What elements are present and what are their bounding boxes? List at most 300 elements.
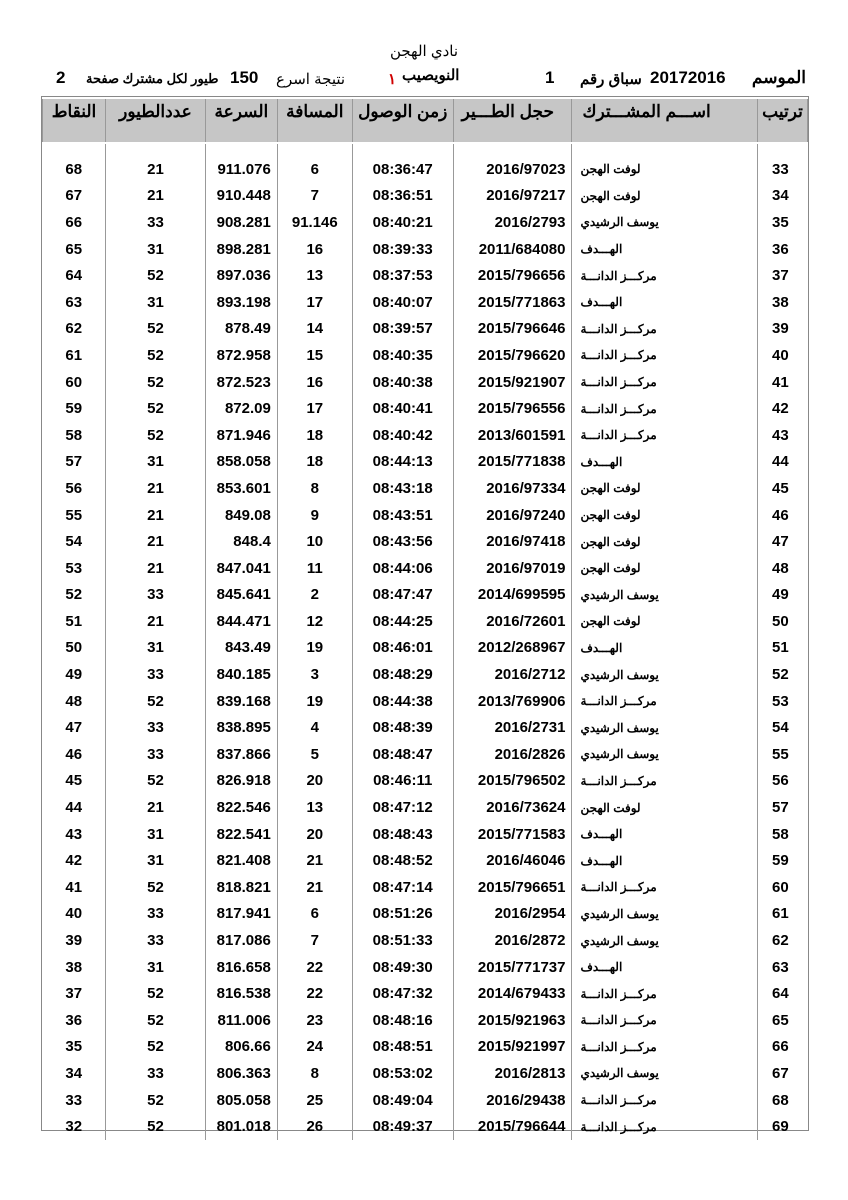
cell-speed: 848.4 [205,528,277,555]
cell-arrival-time: 08:43:56 [352,528,453,555]
location: النويصيب [402,67,460,84]
cell-points: 46 [65,745,83,763]
cell-bird-count: 52 [106,262,206,289]
cell-speed: 817.086 [205,927,277,954]
cell-rank: 33 [758,156,808,183]
cell-member-name: مركـــز الدانـــة [572,395,758,422]
cell-speed: 837.866 [205,741,277,768]
cell-arrival-time: 08:44:13 [352,449,453,476]
cell-arrival-time: 08:49:30 [352,954,453,981]
cell-bird-count: 52 [106,342,206,369]
cell-member-name: يوسف الرشيدي [572,714,758,741]
cell-distance: 19 [277,635,352,662]
cell-points: 47 [65,719,83,737]
cell-bird-count: 21 [106,156,206,183]
cell-member-name: الهـــدف [572,236,758,263]
cell-rank: 36 [758,236,808,263]
cell-points: 45 [65,772,83,790]
cell-speed: 893.198 [205,289,277,316]
cell-ring-number: 2014/699595 [453,582,572,609]
cell-ring-number: 2015/796656 [453,262,572,289]
cell-speed: 845.641 [205,582,277,609]
cell-speed: 911.076 [205,156,277,183]
cell-points: 68 [65,160,83,178]
cell-points: 60 [65,373,83,391]
cell-arrival-time: 08:48:47 [352,741,453,768]
table-row [43,1060,808,1087]
cell-arrival-time: 08:49:37 [352,1113,453,1140]
cell-distance: 21 [277,874,352,901]
cell-member-name: مركـــز الدانـــة [572,369,758,396]
table-row [43,369,808,396]
cell-speed: 801.018 [205,1113,277,1140]
cell-distance: 18 [277,422,352,449]
cell-arrival-time: 08:37:53 [352,262,453,289]
season-label: الموسم [751,68,806,87]
cell-rank: 65 [758,1007,808,1034]
cell-arrival-time: 08:47:12 [352,794,453,821]
cell-points: 56 [65,479,83,497]
cell-rank: 54 [758,714,808,741]
race-label: سباق رقم [580,71,642,88]
cell-member-name: يوسف الرشيدي [572,582,758,609]
cell-arrival-time: 08:44:38 [352,688,453,715]
column-header-ring-number: حجل الطـــير [453,98,572,143]
cell-distance: 24 [277,1034,352,1061]
results-table [41,96,809,1136]
cell-speed: 872.09 [205,395,277,422]
cell-distance: 6 [277,901,352,928]
cell-points: 41 [65,878,83,896]
cell-arrival-time: 08:40:38 [352,369,453,396]
cell-points: 37 [65,985,83,1003]
cell-arrival-time: 08:48:52 [352,847,453,874]
cell-points: 39 [65,932,83,950]
cell-ring-number: 2015/796502 [453,768,572,795]
cell-ring-number: 2015/796651 [453,874,572,901]
table-row [43,901,808,928]
cell-speed: 806.66 [205,1034,277,1061]
cell-bird-count: 52 [106,1007,206,1034]
cell-ring-number: 2015/771863 [453,289,572,316]
cell-speed: 822.546 [205,794,277,821]
cell-speed: 821.408 [205,847,277,874]
cell-ring-number: 2015/921907 [453,369,572,396]
cell-speed: 897.036 [205,262,277,289]
table-row [43,555,808,582]
cell-rank: 35 [758,209,808,236]
cell-ring-number: 2016/2826 [453,741,572,768]
cell-rank: 34 [758,183,808,210]
cell-speed: 817.941 [205,901,277,928]
cell-rank: 44 [758,449,808,476]
cell-rank: 63 [758,954,808,981]
cell-member-name: الهـــدف [572,449,758,476]
cell-member-name: مركـــز الدانـــة [572,688,758,715]
table-row [43,1087,808,1114]
cell-bird-count: 31 [106,954,206,981]
table-row [43,980,808,1007]
cell-bird-count: 31 [106,236,206,263]
cell-ring-number: 2015/796556 [453,395,572,422]
cell-bird-count: 52 [106,316,206,343]
cell-points: 49 [65,666,83,684]
cell-rank: 60 [758,874,808,901]
cell-arrival-time: 08:36:47 [352,156,453,183]
cell-speed: 840.185 [205,661,277,688]
table-row [43,954,808,981]
cell-ring-number: 2016/97019 [453,555,572,582]
column-header-arrival-time: زمن الوصول [352,98,453,143]
cell-speed: 872.523 [205,369,277,396]
fastest-count: 150 [230,68,259,87]
cell-points: 53 [65,559,83,577]
cell-distance: 8 [277,1060,352,1087]
cell-member-name: الهـــدف [572,635,758,662]
cell-member-name: يوسف الرشيدي [572,209,758,236]
cell-speed: 910.448 [205,183,277,210]
cell-distance: 7 [277,183,352,210]
cell-speed: 818.821 [205,874,277,901]
cell-speed: 826.918 [205,768,277,795]
cell-speed: 816.538 [205,980,277,1007]
cell-member-name: مركـــز الدانـــة [572,1007,758,1034]
location-mark: ١ [388,71,397,88]
cell-arrival-time: 08:51:33 [352,927,453,954]
cell-speed: 878.49 [205,316,277,343]
cell-member-name: الهـــدف [572,847,758,874]
table-row [43,1113,808,1140]
cell-arrival-time: 08:43:18 [352,475,453,502]
cell-rank: 62 [758,927,808,954]
cell-points: 48 [65,692,83,710]
table-row [43,714,808,741]
cell-member-name: مركـــز الدانـــة [572,874,758,901]
cell-points: 52 [65,586,83,604]
cell-bird-count: 52 [106,1034,206,1061]
cell-bird-count: 21 [106,183,206,210]
cell-bird-count: 33 [106,209,206,236]
cell-ring-number: 2012/268967 [453,635,572,662]
column-header-rank: ترتيب [758,98,808,143]
table-row [43,528,808,555]
cell-points: 38 [65,958,83,976]
table-row [43,768,808,795]
cell-bird-count: 52 [106,980,206,1007]
cell-ring-number: 2015/921963 [453,1007,572,1034]
cell-ring-number: 2011/684080 [453,236,572,263]
table-row [43,342,808,369]
cell-rank: 50 [758,608,808,635]
cell-points: 32 [65,1118,83,1136]
cell-rank: 55 [758,741,808,768]
cell-bird-count: 52 [106,688,206,715]
table-row [43,741,808,768]
cell-speed: 839.168 [205,688,277,715]
cell-arrival-time: 08:44:25 [352,608,453,635]
cell-rank: 52 [758,661,808,688]
cell-rank: 66 [758,1034,808,1061]
cell-member-name: مركـــز الدانـــة [572,768,758,795]
cell-member-name: لوفت الهجن [572,183,758,210]
fastest-label: نتيجة اسرع [276,71,346,88]
cell-bird-count: 21 [106,528,206,555]
cell-bird-count: 33 [106,1060,206,1087]
cell-member-name: مركـــز الدانـــة [572,1034,758,1061]
table-row [43,688,808,715]
cell-ring-number: 2016/2872 [453,927,572,954]
table-row [43,183,808,210]
cell-arrival-time: 08:48:29 [352,661,453,688]
cell-speed: 843.49 [205,635,277,662]
cell-distance: 14 [277,316,352,343]
table-row [43,156,808,183]
cell-arrival-time: 08:48:43 [352,821,453,848]
cell-ring-number: 2015/796644 [453,1113,572,1140]
cell-ring-number: 2016/73624 [453,794,572,821]
cell-speed: 849.08 [205,502,277,529]
cell-points: 55 [65,506,83,524]
cell-ring-number: 2016/2954 [453,901,572,928]
cell-points: 33 [65,1091,83,1109]
cell-arrival-time: 08:40:07 [352,289,453,316]
cell-rank: 46 [758,502,808,529]
cell-ring-number: 2015/771583 [453,821,572,848]
cell-points: 67 [65,187,83,205]
table-row [43,635,808,662]
table-row [43,1034,808,1061]
cell-arrival-time: 08:51:26 [352,901,453,928]
cell-rank: 49 [758,582,808,609]
cell-rank: 68 [758,1087,808,1114]
cell-bird-count: 21 [106,608,206,635]
cell-speed: 811.006 [205,1007,277,1034]
cell-rank: 39 [758,316,808,343]
cell-arrival-time: 08:47:14 [352,874,453,901]
page-number: 2 [56,68,66,87]
cell-ring-number: 2016/97240 [453,502,572,529]
cell-bird-count: 31 [106,847,206,874]
cell-points: 58 [65,426,83,444]
cell-distance: 13 [277,794,352,821]
cell-bird-count: 52 [106,1113,206,1140]
cell-distance: 22 [277,954,352,981]
cell-points: 43 [65,825,83,843]
cell-distance: 9 [277,502,352,529]
cell-points: 42 [65,852,83,870]
table-row [43,794,808,821]
cell-member-name: مركـــز الدانـــة [572,1087,758,1114]
cell-speed: 847.041 [205,555,277,582]
cell-bird-count: 21 [106,555,206,582]
cell-member-name: لوفت الهجن [572,528,758,555]
cell-member-name: يوسف الرشيدي [572,1060,758,1087]
cell-rank: 47 [758,528,808,555]
cell-distance: 4 [277,714,352,741]
cell-bird-count: 33 [106,927,206,954]
cell-points: 64 [65,267,83,285]
cell-distance: 6 [277,156,352,183]
cell-arrival-time: 08:40:41 [352,395,453,422]
cell-rank: 64 [758,980,808,1007]
cell-distance: 26 [277,1113,352,1140]
cell-member-name: مركـــز الدانـــة [572,342,758,369]
cell-speed: 805.058 [205,1087,277,1114]
cell-arrival-time: 08:48:16 [352,1007,453,1034]
cell-member-name: يوسف الرشيدي [572,901,758,928]
cell-ring-number: 2013/601591 [453,422,572,449]
cell-member-name: لوفت الهجن [572,475,758,502]
table-row [43,582,808,609]
cell-rank: 51 [758,635,808,662]
cell-distance: 3 [277,661,352,688]
cell-distance: 16 [277,369,352,396]
cell-speed: 838.895 [205,714,277,741]
cell-rank: 59 [758,847,808,874]
cell-rank: 58 [758,821,808,848]
cell-distance: 17 [277,395,352,422]
cell-distance: 12 [277,608,352,635]
cell-arrival-time: 08:39:57 [352,316,453,343]
cell-points: 66 [65,213,83,231]
table-row [43,608,808,635]
cell-arrival-time: 08:49:04 [352,1087,453,1114]
cell-ring-number: 2015/771838 [453,449,572,476]
club-title: نادي الهجن [389,43,459,60]
cell-member-name: لوفت الهجن [572,608,758,635]
cell-distance: 22 [277,980,352,1007]
column-header-bird-count: عددالطيور [106,98,206,143]
cell-bird-count: 52 [106,395,206,422]
cell-rank: 45 [758,475,808,502]
cell-member-name: مركـــز الدانـــة [572,316,758,343]
cell-ring-number: 2016/29438 [453,1087,572,1114]
cell-arrival-time: 08:39:33 [352,236,453,263]
cell-ring-number: 2015/771737 [453,954,572,981]
cell-member-name: يوسف الرشيدي [572,927,758,954]
cell-member-name: لوفت الهجن [572,555,758,582]
cell-speed: 871.946 [205,422,277,449]
cell-arrival-time: 08:46:01 [352,635,453,662]
cell-points: 34 [65,1064,83,1082]
cell-ring-number: 2016/97217 [453,183,572,210]
cell-bird-count: 21 [106,502,206,529]
cell-distance: 2 [277,582,352,609]
cell-ring-number: 2016/97334 [453,475,572,502]
cell-bird-count: 21 [106,794,206,821]
cell-ring-number: 2014/679433 [453,980,572,1007]
cell-member-name: لوفت الهجن [572,502,758,529]
season-value: 20172016 [650,68,726,87]
cell-points: 61 [65,346,83,364]
cell-rank: 40 [758,342,808,369]
cell-points: 50 [65,639,83,657]
cell-distance: 8 [277,475,352,502]
cell-arrival-time: 08:40:21 [352,209,453,236]
cell-speed: 853.601 [205,475,277,502]
cell-arrival-time: 08:44:06 [352,555,453,582]
cell-bird-count: 52 [106,768,206,795]
cell-arrival-time: 08:48:39 [352,714,453,741]
cell-distance: 20 [277,821,352,848]
cell-member-name: يوسف الرشيدي [572,661,758,688]
cell-member-name: مركـــز الدانـــة [572,262,758,289]
table-row [43,422,808,449]
cell-ring-number: 2016/2813 [453,1060,572,1087]
cell-speed: 908.281 [205,209,277,236]
table-row [43,289,808,316]
table-row [43,262,808,289]
cell-rank: 56 [758,768,808,795]
cell-distance: 11 [277,555,352,582]
table-row [43,847,808,874]
cell-distance: 16 [277,236,352,263]
table-row [43,821,808,848]
cell-arrival-time: 08:40:35 [352,342,453,369]
table-row [43,1007,808,1034]
cell-rank: 42 [758,395,808,422]
cell-bird-count: 52 [106,874,206,901]
cell-rank: 43 [758,422,808,449]
cell-points: 36 [65,1011,83,1029]
column-header-points: النقاط [43,98,106,143]
cell-distance: 91.146 [277,209,352,236]
cell-ring-number: 2016/97023 [453,156,572,183]
cell-member-name: يوسف الرشيدي [572,741,758,768]
cell-speed: 872.958 [205,342,277,369]
cell-bird-count: 52 [106,369,206,396]
cell-ring-number: 2016/97418 [453,528,572,555]
cell-bird-count: 31 [106,449,206,476]
cell-member-name: مركـــز الدانـــة [572,980,758,1007]
cell-ring-number: 2013/769906 [453,688,572,715]
cell-distance: 23 [277,1007,352,1034]
column-header-distance: المسافة [277,98,352,143]
cell-bird-count: 31 [106,289,206,316]
cell-distance: 25 [277,1087,352,1114]
table-row [43,874,808,901]
table-row [43,209,808,236]
cell-distance: 20 [277,768,352,795]
cell-ring-number: 2016/2712 [453,661,572,688]
cell-rank: 38 [758,289,808,316]
cell-bird-count: 52 [106,1087,206,1114]
cell-speed: 822.541 [205,821,277,848]
cell-ring-number: 2015/796620 [453,342,572,369]
cell-rank: 41 [758,369,808,396]
cell-arrival-time: 08:40:42 [352,422,453,449]
cell-ring-number: 2016/46046 [453,847,572,874]
race-number: 1 [545,68,555,87]
table-row [43,927,808,954]
cell-ring-number: 2016/2793 [453,209,572,236]
cell-ring-number: 2015/796646 [453,316,572,343]
cell-rank: 57 [758,794,808,821]
cell-distance: 18 [277,449,352,476]
cell-rank: 61 [758,901,808,928]
cell-speed: 898.281 [205,236,277,263]
cell-bird-count: 33 [106,661,206,688]
cell-ring-number: 2015/921997 [453,1034,572,1061]
column-header-speed: السرعة [205,98,277,143]
cell-speed: 858.058 [205,449,277,476]
cell-points: 54 [65,533,83,551]
cell-bird-count: 33 [106,582,206,609]
cell-distance: 10 [277,528,352,555]
table-row [43,395,808,422]
cell-ring-number: 2016/2731 [453,714,572,741]
cell-bird-count: 52 [106,422,206,449]
